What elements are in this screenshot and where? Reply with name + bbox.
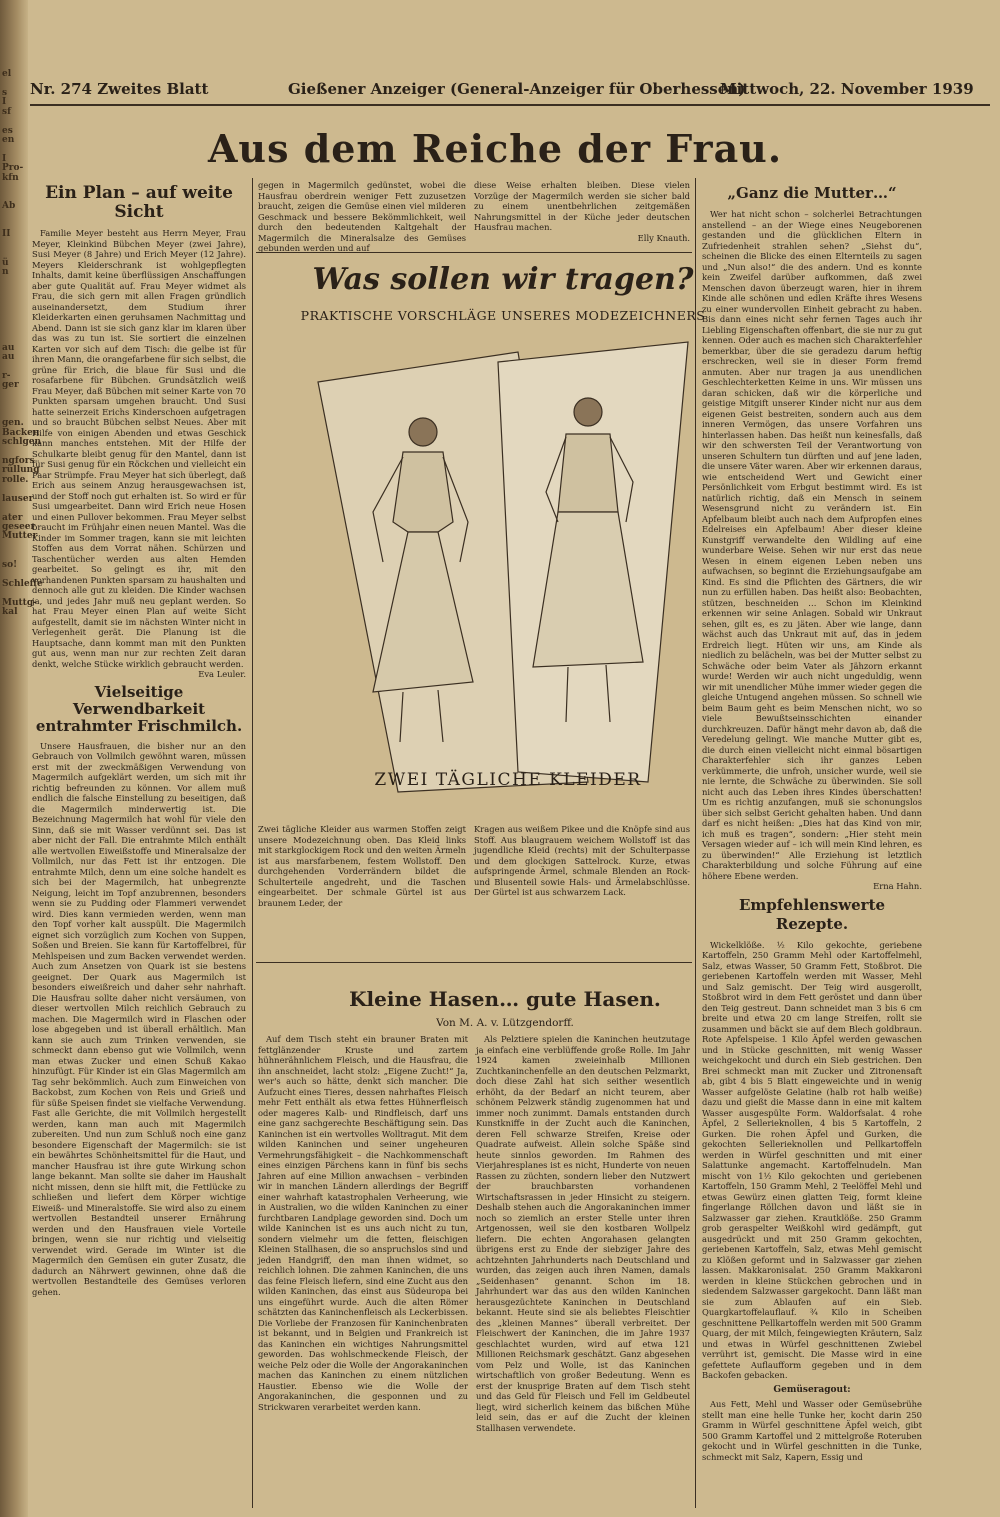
page-binding-edge <box>0 0 43 1517</box>
recipe-heading: Gemüseragout: <box>773 1384 851 1395</box>
article-heading: Ein Plan – auf weite Sicht <box>45 183 233 222</box>
figure-head <box>574 398 602 426</box>
issue-label: Nr. 274 Zweites Blatt <box>30 80 209 98</box>
fashion-description <box>258 824 466 960</box>
article-continuation <box>474 180 690 250</box>
fashion-description <box>474 824 690 960</box>
recipe-body: Aus Fett, Mehl und Wasser oder Gemüsebrühe stellt man eine helle Tunke her, kocht darin 250 Gramm in Würfel geschnittene Äpfel weich, gibt 500 Gramm Kartoffel und 2 mittelgroße Roteruben gekocht und in Würfel geschnitten in die Tunke, schmeckt mit Salz, Kapern, Essig und <box>702 1399 922 1462</box>
fashion-text-right: Kragen aus weißem Pikee und die Knöpfe sind aus Stoff. Aus blaugrauem weichem Wollstoff ist das jugendliche Kleid (rechts) mit der Schulterpasse und dem glockigen Sattelrock. Kurze, etwas aufspringende Ärmel, schmale Blenden an Rock- und Blusenteil sowie Hals- und Ärmelabschlüsse. Der Gürtel ist aus schwarzem Lack. <box>474 824 690 897</box>
article-continuation <box>258 180 466 253</box>
recipes-body: Wickelklöße. ½ Kilo gekochte, geriebene Kartoffeln, 250 Gramm Mehl oder Kartoffelmehl, Salz, etwas Wasser, 50 Gramm Fett, Stoßbrot. Die geriebenen Kartoffeln werden mit Wasser, Mehl und Salz gemischt. Der Teig wird ausgerollt, Stoßbrot wird in dem Fett geröstet und dann über den Teig gestreut. Dann schneidet man 3 bis 6 cm breite und etwa 20 cm lange Streifen, rollt sie zusammen und bäckt sie auf dem Blech goldbraun. Rote Apfelspeise. 1 Kilo Äpfel werden gewaschen und in Stücke geschnitten, mit wenig Wasser weichgekocht und durch ein Sieb gestrichen. Den Brei schmeckt man mit Zucker und Zitronensaft ab, gibt 4 bis 5 Blatt eingeweichte und in wenig Wasser aufgelöste Gelatine (halb rot halb weiße) dazu und gießt die Masse dann in eine mit kaltem Wasser ausgespülte Form. Waldorfsalat. 4 rohe Äpfel, 2 Sellerieknollen, 4 bis 5 Kartoffeln, 2 Gurken. Die rohen Äpfel und Gurken, die gekochten Sellerieknollen und Pellkartoffeln werden in Würfel geschnitten und mit einer Salattunke angemacht. Kartoffelnudeln. Man mischt von 1½ Kilo gekochten und geriebenen Kartoffeln, 150 Gramm Mehl, 2 Teelöffel Mehl und etwas Gewürz einen glatten Teig, formt kleine fingerlange Röllchen davon und läßt sie in Salzwasser gar ziehen. Krautklöße. 250 Gramm grob geraspelter Weißkohl wird gedämpft, gut ausgedrückt und mit 250 Gramm gekochten, geriebenen Kartoffeln, Salz, etwas Mehl gemischt zu Klößen geformt und in Salzwasser gar ziehen lassen. Makkaronisalat. 250 Gramm Makkaroni werden in kleine Stückchen gebrochen und in siedendem Salzwasser gargekocht. Dann läßt man sie zum Ablaufen auf ein Sieb. Quargkartoffelauflauf. ¾ Kilo in Scheiben geschnittene Pellkartoffeln werden mit 500 Gramm Quarg, der mit Milch, feingewiegten Kräutern, Salz und etwas in Würfel geschnittenen Zwiebel verrührt ist, gemischt. Die Masse wird in eine gefettete Auflaufform gegeben und in dem Backofen gebacken. <box>702 939 922 1380</box>
article-author: Elly Knauth. <box>637 232 690 243</box>
newspaper-page <box>30 62 992 1512</box>
section-title: Aus dem Reiche der Frau. <box>207 126 783 171</box>
article-body: Als Pelztiere spielen die Kaninchen heutzutage ja einfach eine verblüffende große Rolle. Im Jahr 1924 kamen zweieinhalb Millionen Zuchtkaninchenfelle an den deutschen Pelzmarkt, doch diese Zahl hat sich seither wesentlich erhöht, da der Bedarf an nicht teurem, aber schönem Pelzwerk ständig zugenommen hat und immer noch zunimmt. Damals entstanden durch Kunstkniffe in der Zucht auch die Kaninchen, deren Fell schwarze Streifen, Kreise oder Quadrate aufweist. Allein solche Späße sind heute sinnlos geworden. Im Rahmen des Vierjahresplanes ist es nicht, Hunderte von neuen Rassen zu züchten, sondern lieber den Nutzwert der brauchbarsten vorhandenen Wirtschaftsrassen in jeder Hinsicht zu steigern. Deshalb stehen auch die Angorakaninchen immer noch so ziemlich an erster Stelle unter ihren Artgenossen, weil sie den kostbaren Wollpelz liefern. Die echten Angorahasen gelangten übrigens erst zu Ende der siebziger Jahre des achtzehnten Jahrhunderts nach Deutschland und wurden, das zeigen auch ihren Namen, damals „Seidenhasen“ genannt. Schon im 18. Jahrhundert war das aus den wilden Kaninchen herausgezüchtete Kaninchen in Deutschland bekannt. Heute sind sie als beliebtes Fleischtier des „kleinen Mannes“ überall verbreitet. Der Fleischwert der Kaninchen, die im Jahre 1937 geschlachtet wurden, wird auf etwa 121 Millionen Reichsmark geschätzt. Ganz abgesehen vom Pelz und Wolle, ist das Kaninchen wirtschaftlich von großer Bedeutung. Wenn es erst der knusprige Braten auf dem Tisch steht und das Geld für Fleisch und Fell im Geldbeutel liegt, wird sicherlich keinem das bißchen Mühe leid sein, das er auf die Zucht der kleinen Stallhasen verwendete. <box>476 1034 690 1433</box>
adjacent-page-fragments: el s I sf es en I Pro- kfn Ab II ü n au au r- ger gen. Backen schlgen ngfors rüllung rolle. lauser ater geseer Mutter so! Schleffe Muttg- kal <box>2 69 43 617</box>
article-body: Auf dem Tisch steht ein brauner Braten mit fettglänzender Kruste und zartem hühnerähnlichem Fleisch, und die Hausfrau, die ihn anschneidet, lacht stolz: „Eigene Zucht!“ Ja, wer's auch so hätte, denkt sich mancher. Die Aufzucht eines Tieres, dessen nahrhaftes Fleisch mehr Fett enthält als etwa fettes Hühnerfleisch oder mageres Kalb- und Rindfleisch, darf uns eine ganz sachgerechte Beschäftigung sein. Das Kaninchen ist ein wertvolles Wolltragut. Mit dem wilden Kaninchen und seiner ungeheuren Vermehrungsfähigkeit – die Nachkommenschaft eines einzigen Pärchens kann in fünf bis sechs Jahren auf eine Million anwachsen – verbinden wir in manchen Ländern allerdings der Begriff einer wahrhaft katastrophalen Verheerung, wie in Australien, wo die wilden Kaninchen zu einer furchtbaren Landplage geworden sind. Doch um wilde Kaninchen ist es uns auch nicht zu tun, sondern vielmehr um die fetten, fleischigen Kleinen Stallhasen, die so anspruchslos sind und jeden Handgriff, den man ihnen widmet, so reichlich lohnen. Die zahmen Kaninchen, die uns das feine Fleisch liefern, sind eine Zucht aus den wilden Kaninchen, das einst aus Südeuropa bei uns eingeführt wurde. Auch die alten Römer schätzten das Kaninchenfleisch als Leckerbissen. Die Vorliebe der Franzosen für Kaninchenbraten ist bekannt, und in Belgien und Frankreich ist das Kaninchen ein wichtiges Nahrungsmittel geworden. Das wohlschmeckende Fleisch, der weiche Pelz oder die Wolle der Angorakaninchen machen das Kaninchen zu einem nützlichen Haustier. Ebenso wie die Wolle der Angorakaninchen, die gesponnen und zu Strickwaren verarbeitet werden kann. <box>258 1034 468 1412</box>
horizontal-rule <box>256 962 692 963</box>
feature-title: Was sollen wir tragen? <box>312 262 694 297</box>
dress-bodice <box>393 452 453 532</box>
article-body: Familie Meyer besteht aus Herrn Meyer, Frau Meyer, Kleinkind Bübchen Meyer (zwei Jahre), Susi Meyer (8 Jahre) und Erich Meyer (12 Jahre). Meyers Kleiderschrank ist wohlgepflegten Inhalts, damit keine überflüssigen Anschaffungen aber gute Qualität auf. Frau Meyer widmet als Frau, die sich gern mit allen Fragen gründlich auseinandersetzt, dem Studium ihrer Kleiderkarten einen geruhsamen Nachmittag und Abend. Dann ist sie sich ganz klar im klaren über das was zu tun ist. Sie sortiert die einzelnen Karten vor sich auf dem Tisch: die gelbe ist für ihren Mann, die orangefarbene für sich selbst, die grüne für Erich, die blaue für Susi und die rosafarbene für Bübchen. Grundsätzlich weiß Frau Meyer, daß Bübchen mit seiner Karte von 70 Punkten sparsam umgehen braucht. Und Susi hatte seinerzeit Erichs Kinderschoen aufgetragen und so braucht Bübchen selbst Neues. Aber mit Hilfe von einigen Abenden und etwas Geschick kann manches entstehen. Mit der Hilfe der Schulkarte bleibt genug für den Mantel, dann ist für Susi genug für ein Röckchen und vielleicht ein Paar Strümpfe. Frau Meyer hat sich überlegt, daß Erich aus seinem Anzug herausgewachsen ist, und der Stoff noch gut erhalten ist. So wird er für Susi umgearbeitet. Dann wird Erich neue Hosen und einen Pullover bekommen. Frau Meyer selbst braucht im Frühjahr einen neuen Mantel. Was die Kinder im Sommer tragen, kann sie mit leichten Stoffen aus dem Vorrat nähen. Schürzen und Taschentücher werden aus alten Hemden gearbeitet. So gelingt es ihr, mit den vorhandenen Punkten sparsam zu haushalten und dennoch alle gut zu kleiden. Die Kinder wachsen ja, und jedes Jahr muß neu geplant werden. So hat Frau Meyer einen Plan auf weite Sicht aufgestellt, damit sie im nächsten Winter nicht in Verlegenheit gerät. Die Planung ist die Hauptsache, dann kommt man mit den Punkten gut aus, wenn man nur zur rechten Zeit daran denkt, welche Stücke wirklich gebraucht werden. <box>32 228 246 669</box>
article-body: diese Weise erhalten bleiben. Diese vielen Vorzüge der Magermilch werden sie sicher bald zu einem unentbehrlichen zeitgemäßen Nahrungsmittel in der Küche jeder deutschen Hausfrau machen. <box>474 180 690 232</box>
article-heading: „Ganz die Mutter…“ <box>727 184 897 202</box>
newspaper-name: Gießener Anzeiger (General-Anzeiger für Oberhessen) <box>288 80 746 98</box>
masthead <box>30 76 990 106</box>
dress-illustration <box>288 322 718 822</box>
illustration-caption: ZWEI TÄGLICHE KLEIDER <box>374 770 642 790</box>
article-body: Unsere Hausfrauen, die bisher nur an den Gebrauch von Vollmilch gewöhnt waren, müssen erst mit der zweckmäßigen Verwendung von Magermilch aufgeklärt werden, um sich mit ihr richtig befreunden zu können. Vor allem muß endlich die falsche Einstellung zu beseitigen, daß die Magermilch minderwertig ist. Die Bezeichnung Magermilch hat wohl für viele den Sinn, daß sie mit Wasser verdünnt sei. Das ist aber nicht der Fall. Die entrahmte Milch enthält alle wertvollen Eiweißstoffe und Mineralsalze der Vollmilch, nur das Fett ist ihr entzogen. Die entrahmte Milch, denn um eine solche handelt es sich bei der Magermilch, hat unbegrenzte Neigung, leicht im Topf anzubrennen, besonders wenn sie zu Pudding oder Flammeri verwendet wird. Dies kann vermieden werden, wenn man den Topf vorher kalt ausspült. Die Magermilch eignet sich vorzüglich zum Kochen von Suppen, Soßen und Breien. Sie kann für Kartoffelbrei, für Mehlspeisen und zum Backen verwendet werden. Auch zum Ansetzen von Quark ist sie bestens geeignet. Der Quark aus Magermilch ist besonders eiweißreich und daher sehr nahrhaft. Die Hausfrau sollte daher nicht versäumen, von dieser wertvollen Milch reichlich Gebrauch zu machen. Die Magermilch wird in Flaschen oder lose abgegeben und ist überall erhältlich. Man kann sie auch zum Trinken verwenden, sie schmeckt dann ebenso gut wie Vollmilch, wenn man etwas Zucker und einen Schuß Kakao hinzufügt. Für Kinder ist ein Glas Magermilch am Tag sehr bekömmlich. Auch zum Einweichen von Backobst, zum Kochen von Reis und Grieß und für süße Speisen findet sie vielfache Verwendung. Fast alle Gerichte, die mit Vollmilch hergestellt werden, kann man auch mit Magermilch zubereiten. Und nun zum Schluß noch eine ganz besondere Eigenschaft der Magermilch: sie ist ein bewährtes Schönheitsmittel für die Haut, und mancher Hausfrau ist ihre gute Wirkung schon lange bekannt. Man sollte sie daher im Haushalt nicht missen, denn sie hilft mit, die Fettlücke zu schließen und liefert dem Körper wichtige Eiweiß- und Mineralstoffe. Sie wird also zu einem wertvollen Bestandteil unserer Ernährung werden und den Hausfrauen viele Vorteile bringen, wenn sie nur richtig und vielseitig verwendet wird. Gerade im Winter ist die Magermilch den Gemüsen ein guter Zusatz, die dadurch an Nährwert gewinnen, ohne daß die wertvollen Bestandteile des Gemüses verloren gehen. <box>32 740 246 1297</box>
fashion-feature <box>288 262 718 822</box>
article-body: Wer hat nicht schon – solcherlei Betrachtungen anstellend – an der Wiege eines Neugeborenen gestanden und die glücklichen Eltern in Zufriedenheit strahlen sehen? „Siehst du“, scheinen die Blicke des einen Elternteils zu sagen und „Nun also!“ die des andern. Und es konnte kein Zweifel darüber aufkommen, daß zwei Menschen davon überzeugt waren, hier in ihrem Kinde alle schönen und edlen Kräfte ihres Wesens zu einer wundervollen Einheit gebracht zu haben. Bis dann eines nicht sehr fernen Tages auch ihr Liebling Eigenschaften offenbart, die sie nur zu gut kennen. Oder auch es machen sich Charakterfehler bemerkbar, über die sie geradezu darum heftig erschrecken, weil sie in dieser Form fremd anmuten. Aber nur tragen ja aus unendlichen Geschlechterketten Keime in uns. Wir müssen uns daran schicken, daß wir die körperliche und geistige Mitgift unserer Kinder nicht nur aus dem eigenen Geist bestreiten, sondern auch aus dem inneren Vermögen, das unsere Vorfahren uns hinterlassen haben. Das heißt nun keinesfalls, daß wir den schwersten Teil der Verantwortung von unseren Schultern tun dürften und auf jene laden, die unsere Väter waren. Aber wir erkennen daraus, wie entscheidend Wert und Gewicht einer Persönlichkeit vom Erbgut bestimmt wird. Es ist natürlich richtig, daß ein Mensch in seinem Wesensgrund nicht zu verändern ist. Ein Apfelbaum bleibt auch nach dem Aufpropfen eines Edelreises ein Apfelbaum! Aber dieser kleine Kunstgriff verwandelte den Wildling auf eine wunderbare Weise. Sehen wir nur erst das neue Wesen in einem eigenen Leben neben uns aufwachsen, so beginnt die Erziehungsaufgabe am Kind. Es sind die Pflichten des Gärtners, die wir nun zu erfüllen haben. Das heißt also: Beobachten, stützen, beschneiden … Schon im Kleinkind erkennen wir seine Anlagen. Sobald wir Unkraut sehen, gilt es, es zu jäten. Aber wie lange, dann wächst auch das Unkraut mit auf, das in jedem Erdreich liegt. Hüten wir uns, am Kinde als niedlich zu belächeln, was bei der Mutter selbst zu Schwäche oder beim Vater als Jähzorn erkannt wurde! Werden wir auch nicht ungeduldig, wenn wir mit unendlicher Mühe immer wieder gegen die gleiche Untugend angehen müssen. So schnell wie beim Baum geht es beim Menschen nicht, wo so viele Bewußtseinsschichten einander durchkreuzen. Dafür hängt mehr davon ab, daß die Veredelung gelingt. Wie manche Mutter gibt es, die durch einen vielleicht nicht einmal bösartigen Charakterfehler sich ihr ganzes Leben verkümmerte, die unfroh, unsicher wurde, weil sie nie lernte, die Schwäche zu überwinden. Sie soll nicht auch das Leben ihres Kindes überschatten! Um es richtig anzufangen, muß sie schonungslos über sich selbst Gericht gehalten haben. Und dann darf es nicht heißen: „Dies hat das Kind von mir, ich muß es tragen“, sondern: „Hier steht mein Versagen wieder auf – ich will mein Kind lehren, es zu überwinden!“ Alle Erziehung ist letztlich Charakterbildung und solche Führung auf eine höhere Ebene werden. <box>702 209 922 881</box>
issue-date: Mittwoch, 22. November 1939 <box>720 80 974 98</box>
article-author: Erna Hahn. <box>873 881 922 891</box>
article-heading: Vielseitige Verwendbarkeit entrahmter Frischmilch. <box>35 682 243 735</box>
right-column <box>702 180 922 1508</box>
article-column <box>258 1034 468 1508</box>
article-heading: Kleine Hasen… gute Hasen. <box>349 987 661 1011</box>
dress-bodice <box>558 434 618 512</box>
feature-subtitle: PRAKTISCHE VORSCHLÄGE UNSERES MODEZEICHNERS <box>300 308 706 323</box>
article-byline: Von M. A. v. Lützgendorff. <box>436 1017 574 1029</box>
article-body: gegen in Magermilch gedünstet, wobei die Hausfrau oberdrein weniger Fett zuzusetzen braucht, zeigen die Gemüse einen viel milderen Geschmack und bessere Bekömmlichkeit, weil durch den bedeutenden Kaltgehalt der Magermilch die Mineralsalze des Gemüses gebunden werden und auf <box>258 180 466 253</box>
article-column <box>476 1034 690 1508</box>
left-column <box>32 180 246 1508</box>
column-rule <box>252 178 253 1508</box>
fashion-text-left: Zwei tägliche Kleider aus warmen Stoffen zeigt unsere Modezeichnung oben. Das Kleid links mit starkglockigem Rock und den weiten Ärmeln ist aus marsfarbenem, festem Wollstoff. Den durchgehenden Vorderrändern bildet die Schulterteile angedreht, und die Taschen eingearbeitet. Der schmale Gürtel ist aus braunem Leder, der <box>258 824 466 908</box>
figure-head <box>409 418 437 446</box>
article-heading: Empfehlenswerte Rezepte. <box>738 895 886 933</box>
article-author: Eva Leuler. <box>198 669 246 679</box>
